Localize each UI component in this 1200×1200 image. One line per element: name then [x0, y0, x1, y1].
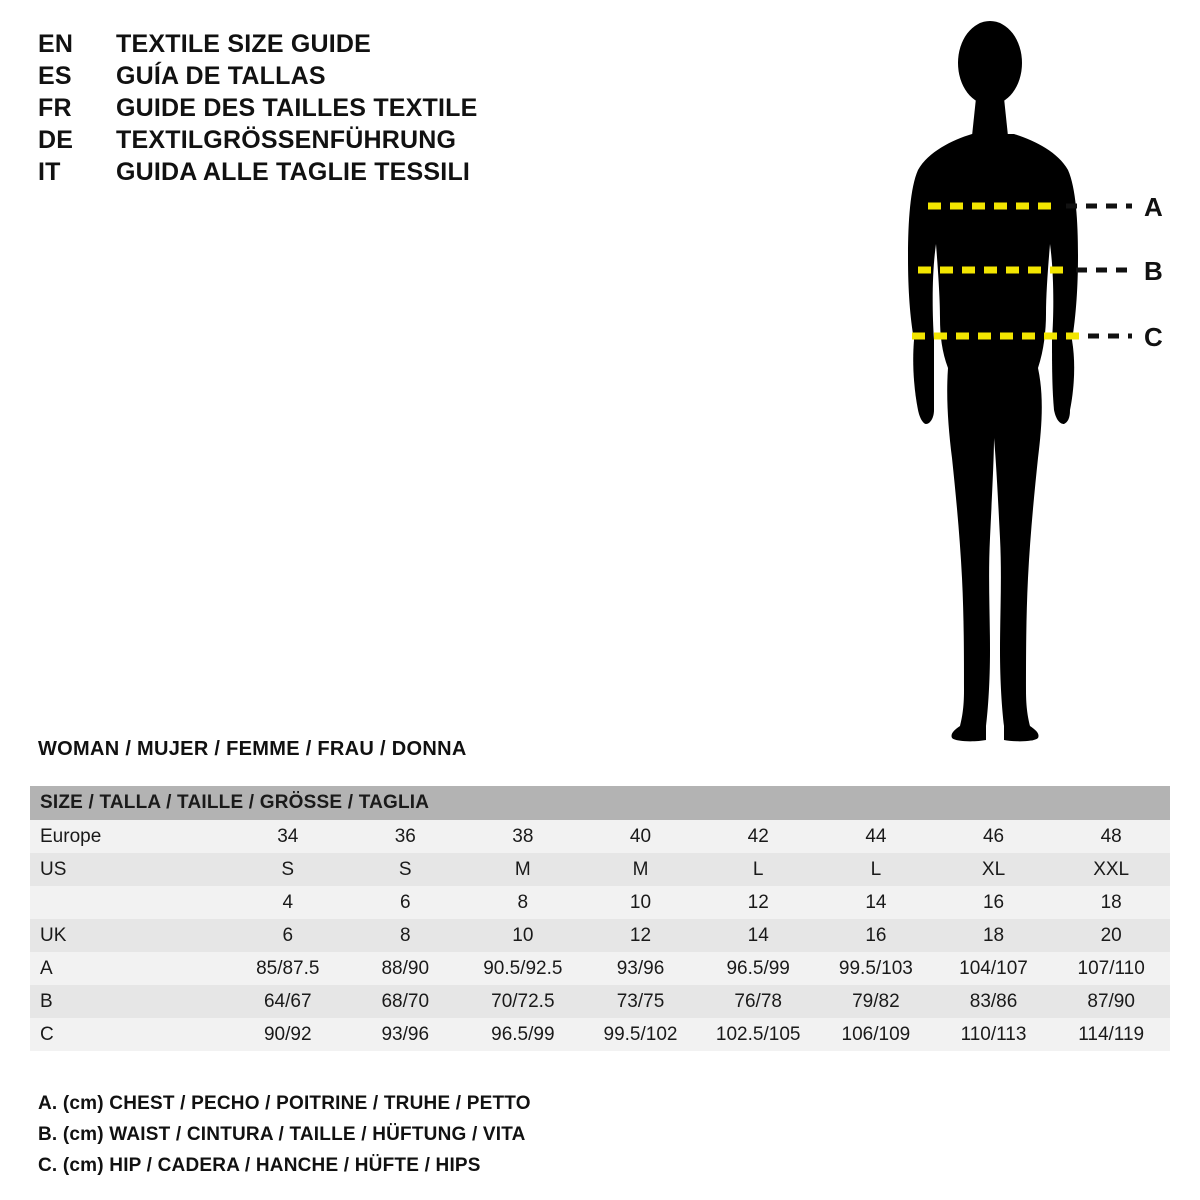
cell: 90/92 — [263, 1023, 312, 1045]
cell: 4 — [282, 891, 294, 913]
cell: 70/72.5 — [491, 990, 555, 1012]
row-label: Europe — [40, 825, 102, 847]
row-label — [30, 886, 229, 919]
language-title-list — [38, 30, 658, 190]
cell: 36 — [394, 825, 416, 847]
language-row — [38, 30, 658, 62]
cell: 73/75 — [616, 990, 665, 1012]
cell: 8 — [517, 891, 529, 913]
cell: 8 — [399, 924, 411, 946]
cell: 48 — [1100, 825, 1122, 847]
cell: 79/82 — [852, 990, 900, 1012]
language-code: EN — [38, 30, 74, 58]
cell: 96.5/99 — [491, 1023, 555, 1045]
language-title: TEXTILGRÖSSENFÜHRUNG — [116, 126, 457, 154]
cell: 88/90 — [381, 957, 430, 979]
cell: 90.5/92.5 — [483, 957, 563, 979]
cell: 34 — [277, 825, 299, 847]
cell: 93/96 — [616, 957, 665, 979]
language-code: IT — [38, 158, 61, 186]
language-code: FR — [38, 94, 72, 122]
cell: 18 — [982, 924, 1005, 946]
table-row — [30, 952, 1170, 985]
marker-label-c: C — [1144, 322, 1163, 352]
cell: L — [752, 858, 764, 880]
cell: 87/90 — [1087, 990, 1135, 1012]
row-label: UK — [40, 924, 67, 946]
cell: XXL — [1093, 858, 1130, 880]
cell: 12 — [747, 891, 769, 913]
language-row — [38, 94, 658, 126]
row-label: C — [40, 1023, 54, 1045]
language-code: DE — [38, 126, 74, 154]
measurement-legend — [38, 1088, 938, 1181]
table-header-label: SIZE / TALLA / TAILLE / GRÖSSE / TAGLIA — [30, 786, 1170, 820]
language-row — [38, 158, 658, 190]
cell: 20 — [1100, 924, 1122, 946]
cell: 76/78 — [734, 990, 782, 1012]
table-row — [30, 919, 1170, 952]
cell: 14 — [865, 891, 887, 913]
legend-line-chest: A. (cm) CHEST / PECHO / POITRINE / TRUHE / PETTO — [38, 1093, 531, 1114]
cell: 107/110 — [1077, 957, 1145, 979]
cell: S — [398, 858, 412, 880]
language-title: GUÍA DE TALLAS — [116, 62, 326, 90]
row-label: B — [40, 990, 53, 1012]
language-title: TEXTILE SIZE GUIDE — [116, 30, 372, 58]
table-row — [30, 985, 1170, 1018]
language-code: ES — [38, 62, 72, 90]
cell: 16 — [982, 891, 1005, 913]
cell: 64/67 — [263, 990, 312, 1012]
cell: 12 — [629, 924, 652, 946]
language-title: GUIDA ALLE TAGLIE TESSILI — [116, 158, 471, 186]
cell: 6 — [399, 891, 411, 913]
cell: 40 — [629, 825, 652, 847]
cell: 99.5/103 — [838, 957, 913, 979]
table-row — [30, 820, 1170, 853]
cell: 83/86 — [969, 990, 1018, 1012]
cell: S — [281, 858, 295, 880]
row-label: US — [40, 858, 67, 880]
cell: 10 — [629, 891, 652, 913]
cell: 102.5/105 — [715, 1023, 801, 1045]
table-row — [30, 853, 1170, 886]
cell: M — [632, 858, 649, 880]
cell: 96.5/99 — [726, 957, 790, 979]
cell: 38 — [512, 825, 534, 847]
cell: 114/119 — [1078, 1023, 1145, 1045]
cell: 68/70 — [381, 990, 430, 1012]
cell: 44 — [865, 825, 887, 847]
cell: 46 — [982, 825, 1005, 847]
size-table — [30, 786, 1170, 1051]
female-body-figure — [860, 18, 1190, 748]
cell: 10 — [512, 924, 534, 946]
table-row — [30, 1018, 1170, 1051]
cell: 106/109 — [841, 1023, 911, 1045]
legend-line-waist: B. (cm) WAIST / CINTURA / TAILLE / HÜFTUNG / VITA — [38, 1124, 526, 1145]
cell: L — [870, 858, 882, 880]
marker-label-b: B — [1144, 256, 1163, 286]
cell: 85/87.5 — [256, 957, 320, 979]
cell: 110/113 — [960, 1023, 1027, 1045]
cell: 18 — [1100, 891, 1122, 913]
cell: 99.5/102 — [603, 1023, 678, 1045]
language-row — [38, 62, 658, 94]
body-silhouette — [908, 21, 1078, 741]
cell: 93/96 — [381, 1023, 430, 1045]
row-label: A — [40, 957, 53, 979]
table-header-row — [30, 786, 1170, 820]
table-row — [30, 886, 1170, 919]
language-title: GUIDE DES TAILLES TEXTILE — [116, 94, 478, 122]
cell: 104/107 — [959, 957, 1028, 979]
language-row — [38, 126, 658, 158]
cell: XL — [981, 858, 1006, 880]
cell: M — [514, 858, 531, 880]
legend-line-hip: C. (cm) HIP / CADERA / HANCHE / HÜFTE / HIPS — [38, 1155, 481, 1176]
cell: 14 — [747, 924, 769, 946]
cell: 6 — [282, 924, 294, 946]
cell: 42 — [747, 825, 769, 847]
cell: 16 — [865, 924, 887, 946]
section-title: WOMAN / MUJER / FEMME / FRAU / DONNA — [38, 738, 467, 760]
marker-label-a: A — [1144, 192, 1163, 222]
